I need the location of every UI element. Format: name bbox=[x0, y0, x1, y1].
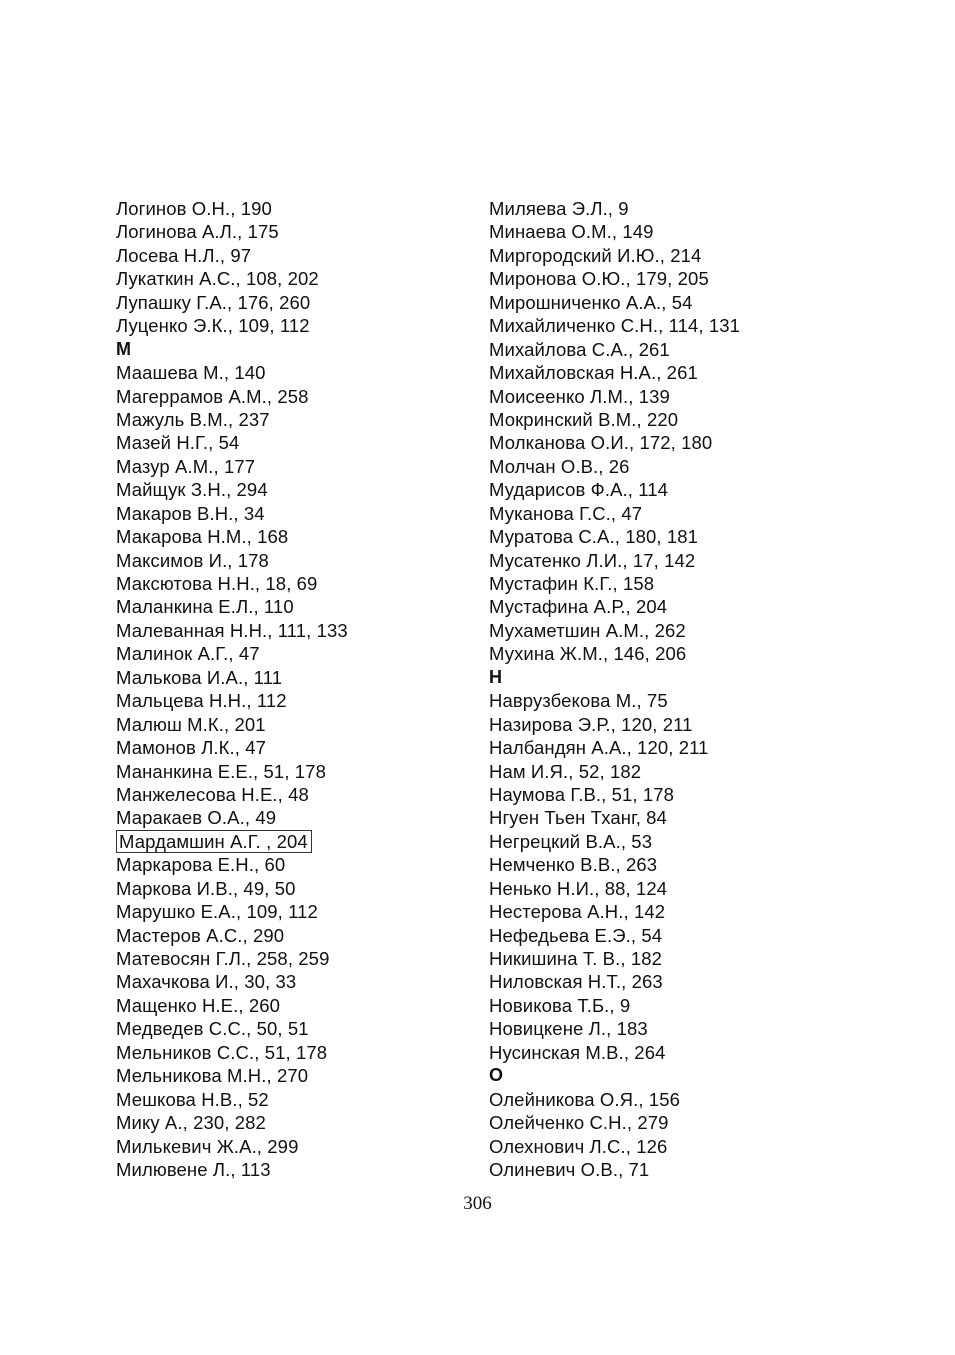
index-entry bbox=[489, 549, 829, 572]
index-entry-text: Милювене Л., 113 bbox=[116, 1158, 271, 1180]
index-entry-text: Лосева Н.Л., 97 bbox=[116, 244, 252, 266]
index-entry-text: Мардамшин А.Г. , 204 bbox=[116, 830, 312, 853]
index-entry bbox=[116, 1135, 456, 1158]
index-entry-text: Наврузбекова М., 75 bbox=[489, 690, 668, 712]
index-entry-text: Майщук З.Н., 294 bbox=[116, 479, 268, 501]
index-entry-text: Моисеенко Л.М., 139 bbox=[489, 385, 670, 407]
index-entry-text: Олиневич О.В., 71 bbox=[489, 1158, 650, 1180]
index-entry-text: Мажуль В.М., 237 bbox=[116, 408, 270, 430]
index-entry bbox=[489, 595, 829, 618]
index-entry bbox=[489, 385, 829, 408]
index-entry bbox=[489, 455, 829, 478]
index-entry-text: Логинов О.Н., 190 bbox=[116, 198, 272, 219]
index-entry bbox=[116, 502, 456, 525]
index-entry-text: Лукаткин А.С., 108, 202 bbox=[116, 268, 319, 290]
index-entry-text: Мусатенко Л.И., 17, 142 bbox=[489, 549, 696, 571]
index-entry-text: Ниловская Н.Т., 263 bbox=[489, 971, 663, 993]
index-entry bbox=[116, 1111, 456, 1134]
index-entry-text: Мухаметшин А.М., 262 bbox=[489, 619, 686, 641]
index-entry-text: Нгуен Тьен Тханг, 84 bbox=[489, 807, 667, 829]
index-entry-text: Маашева М., 140 bbox=[116, 362, 266, 384]
index-entry bbox=[489, 760, 829, 783]
index-entry-text: Мустафина А.Р., 204 bbox=[489, 596, 668, 618]
index-entry bbox=[116, 947, 456, 970]
index-entry bbox=[116, 970, 456, 993]
index-entry-text: Мирошниченко А.А., 54 bbox=[489, 291, 693, 313]
index-entry-text: Малюш М.К., 201 bbox=[116, 713, 266, 735]
index-entry-text: Олехнович Л.С., 126 bbox=[489, 1135, 668, 1157]
index-entry bbox=[116, 431, 456, 454]
index-entry-text: Михайловская Н.А., 261 bbox=[489, 362, 698, 384]
index-entry bbox=[116, 220, 456, 243]
index-entry-text: Логинова А.Л., 175 bbox=[116, 221, 279, 243]
index-entry bbox=[489, 197, 829, 220]
index-entry bbox=[489, 1017, 829, 1040]
index-entry bbox=[489, 267, 829, 290]
index-entry bbox=[489, 924, 829, 947]
index-entry bbox=[116, 1088, 456, 1111]
index-entry bbox=[116, 994, 456, 1017]
index-entry bbox=[116, 619, 456, 642]
index-entry-text: Мокринский В.М., 220 bbox=[489, 408, 679, 430]
index-entry-text: Олейченко С.Н., 279 bbox=[489, 1112, 669, 1134]
index-entry-text: Малинок А.Г., 47 bbox=[116, 643, 260, 665]
index-entry bbox=[489, 947, 829, 970]
index-entry bbox=[116, 595, 456, 618]
index-entry-text: Мащенко Н.Е., 260 bbox=[116, 994, 280, 1016]
index-entry bbox=[116, 1064, 456, 1087]
index-entry-text: Михайлова С.А., 261 bbox=[489, 338, 670, 360]
index-entry bbox=[489, 408, 829, 431]
index-entry-text: Олейникова О.Я., 156 bbox=[489, 1088, 680, 1110]
index-entry-text: Матевосян Г.Л., 258, 259 bbox=[116, 948, 330, 969]
index-entry bbox=[489, 806, 829, 829]
index-entry-text: Ненько Н.И., 88, 124 bbox=[489, 877, 668, 899]
index-entry bbox=[116, 525, 456, 548]
index-entry-text: Макарова Н.М., 168 bbox=[116, 526, 289, 548]
index-entry bbox=[116, 361, 456, 384]
index-entry bbox=[116, 385, 456, 408]
index-entry-text: Максимов И., 178 bbox=[116, 549, 269, 571]
index-entry-text: Мазей Н.Г., 54 bbox=[116, 432, 240, 454]
index-entry-text: Новикова Т.Б., 9 bbox=[489, 994, 631, 1016]
index-entry bbox=[116, 689, 456, 712]
index-entry-text: Негрецкий В.А., 53 bbox=[489, 830, 653, 852]
index-entry-text: Мельников С.С., 51, 178 bbox=[116, 1041, 328, 1063]
index-entry bbox=[489, 502, 829, 525]
index-entry-text: Мананкина Е.Е., 51, 178 bbox=[116, 760, 326, 782]
index-entry-text: Мешкова Н.В., 52 bbox=[116, 1088, 269, 1110]
index-entry bbox=[116, 830, 456, 853]
index-entry-text: Луценко Э.К., 109, 112 bbox=[116, 315, 310, 337]
index-entry-text: Мударисов Ф.А., 114 bbox=[489, 479, 669, 501]
index-entry bbox=[489, 783, 829, 806]
index-entry bbox=[116, 572, 456, 595]
index-entry bbox=[489, 1158, 829, 1181]
index-entry-text: Назирова Э.Р., 120, 211 bbox=[489, 713, 693, 735]
index-entry bbox=[489, 1111, 829, 1134]
index-entry-text: Немченко В.В., 263 bbox=[489, 854, 658, 876]
index-letter-heading bbox=[489, 666, 829, 689]
index-entry-text: Максютова Н.Н., 18, 69 bbox=[116, 573, 318, 594]
index-entry-text: Нефедьева Е.Э., 54 bbox=[489, 924, 663, 946]
letter-heading-text: Н bbox=[489, 666, 503, 687]
index-entry-text: Муратова С.А., 180, 181 bbox=[489, 526, 699, 548]
index-entry-text: Лупашку Г.А., 176, 260 bbox=[116, 291, 311, 313]
index-entry-text: Малькова И.А., 111 bbox=[116, 666, 283, 688]
index-entry-text: Молчан О.В., 26 bbox=[489, 455, 630, 477]
index-entry bbox=[489, 1135, 829, 1158]
index-entry bbox=[489, 713, 829, 736]
index-entry bbox=[489, 970, 829, 993]
index-entry-text: Маланкина Е.Л., 110 bbox=[116, 596, 294, 618]
index-entry bbox=[489, 220, 829, 243]
index-entry bbox=[489, 736, 829, 759]
index-entry-text: Медведев С.С., 50, 51 bbox=[116, 1018, 309, 1040]
index-entry-text: Мику А., 230, 282 bbox=[116, 1112, 266, 1134]
index-entry-text: Миляева Э.Л., 9 bbox=[489, 198, 629, 219]
index-entry bbox=[116, 291, 456, 314]
index-column-right bbox=[489, 197, 829, 1181]
index-entry bbox=[489, 1088, 829, 1111]
index-entry-text: Маркова И.В., 49, 50 bbox=[116, 877, 296, 899]
letter-heading-text: О bbox=[489, 1065, 504, 1086]
index-entry-text: Нестерова А.Н., 142 bbox=[489, 901, 666, 923]
index-entry-text: Милькевич Ж.А., 299 bbox=[116, 1135, 299, 1157]
index-entry bbox=[116, 877, 456, 900]
index-entry bbox=[489, 338, 829, 361]
index-entry bbox=[116, 478, 456, 501]
index-letter-heading bbox=[116, 338, 456, 361]
index-column-left bbox=[116, 197, 456, 1181]
index-entry bbox=[116, 900, 456, 923]
index-entry-text: Мазур А.М., 177 bbox=[116, 455, 256, 477]
index-entry bbox=[116, 642, 456, 665]
index-letter-heading bbox=[489, 1064, 829, 1087]
index-entry bbox=[116, 408, 456, 431]
index-entry bbox=[489, 478, 829, 501]
index-entry-text: Магеррамов А.М., 258 bbox=[116, 385, 309, 407]
index-entry-text: Мальцева Н.Н., 112 bbox=[116, 690, 287, 712]
index-entry-text: Миргородский И.Ю., 214 bbox=[489, 244, 702, 266]
index-entry-text: Мельникова М.Н., 270 bbox=[116, 1065, 309, 1087]
index-entry bbox=[116, 455, 456, 478]
index-entry bbox=[116, 1041, 456, 1064]
index-entry-text: Налбандян А.А., 120, 211 bbox=[489, 737, 709, 759]
index-entry bbox=[116, 549, 456, 572]
index-entry bbox=[116, 783, 456, 806]
index-entry-text: Маркарова Е.Н., 60 bbox=[116, 854, 286, 876]
index-entry bbox=[116, 924, 456, 947]
index-entry bbox=[489, 853, 829, 876]
index-entry-text: Малеванная Н.Н., 111, 133 bbox=[116, 619, 348, 641]
index-entry-text: Мухина Ж.М., 146, 206 bbox=[489, 643, 687, 665]
index-entry bbox=[116, 267, 456, 290]
index-entry-text: Миронова О.Ю., 179, 205 bbox=[489, 268, 709, 290]
index-entry-text: Михайличенко С.Н., 114, 131 bbox=[489, 315, 741, 337]
index-entry-text: Махачкова И., 30, 33 bbox=[116, 971, 297, 993]
index-entry bbox=[116, 197, 456, 220]
page-number: 306 bbox=[463, 1193, 492, 1214]
index-entry bbox=[116, 806, 456, 829]
index-entry bbox=[489, 291, 829, 314]
index-entry-text: Молканова О.И., 172, 180 bbox=[489, 432, 713, 454]
index-entry bbox=[116, 713, 456, 736]
index-entry bbox=[489, 525, 829, 548]
index-entry-text: Манжелесова Н.Е., 48 bbox=[116, 783, 309, 805]
index-entry bbox=[489, 1041, 829, 1064]
index-entry bbox=[116, 244, 456, 267]
index-entry bbox=[116, 666, 456, 689]
index-entry bbox=[489, 361, 829, 384]
index-entry bbox=[489, 877, 829, 900]
index-entry bbox=[489, 572, 829, 595]
letter-heading-text: М bbox=[116, 338, 132, 359]
index-entry bbox=[116, 1158, 456, 1181]
index-entry bbox=[116, 314, 456, 337]
index-entry bbox=[489, 431, 829, 454]
index-entry-text: Минаева О.М., 149 bbox=[489, 221, 654, 243]
index-entry bbox=[489, 900, 829, 923]
index-entry-text: Муканова Г.С., 47 bbox=[489, 502, 643, 524]
index-entry bbox=[116, 1017, 456, 1040]
index-entry-text: Мамонов Л.К., 47 bbox=[116, 737, 267, 759]
index-entry-text: Мустафин К.Г., 158 bbox=[489, 573, 655, 594]
index-entry-text: Нусинская М.В., 264 bbox=[489, 1041, 666, 1063]
index-entry bbox=[489, 244, 829, 267]
index-entry bbox=[489, 314, 829, 337]
index-entry-text: Никишина Т. В., 182 bbox=[489, 948, 662, 969]
index-entry bbox=[116, 736, 456, 759]
index-entry bbox=[489, 689, 829, 712]
index-entry-text: Наумова Г.В., 51, 178 bbox=[489, 783, 675, 805]
index-entry-text: Нам И.Я., 52, 182 bbox=[489, 760, 642, 782]
index-entry-text: Маракаев О.А., 49 bbox=[116, 807, 277, 829]
index-entry-text: Макаров В.Н., 34 bbox=[116, 502, 265, 524]
index-entry-text: Марушко Е.А., 109, 112 bbox=[116, 901, 318, 923]
index-entry bbox=[489, 619, 829, 642]
index-entry-text: Новицкене Л., 183 bbox=[489, 1018, 648, 1040]
index-entry bbox=[489, 830, 829, 853]
index-entry bbox=[116, 853, 456, 876]
index-entry bbox=[489, 642, 829, 665]
index-entry bbox=[116, 760, 456, 783]
index-entry bbox=[489, 994, 829, 1017]
index-entry-text: Мастеров А.С., 290 bbox=[116, 924, 285, 946]
